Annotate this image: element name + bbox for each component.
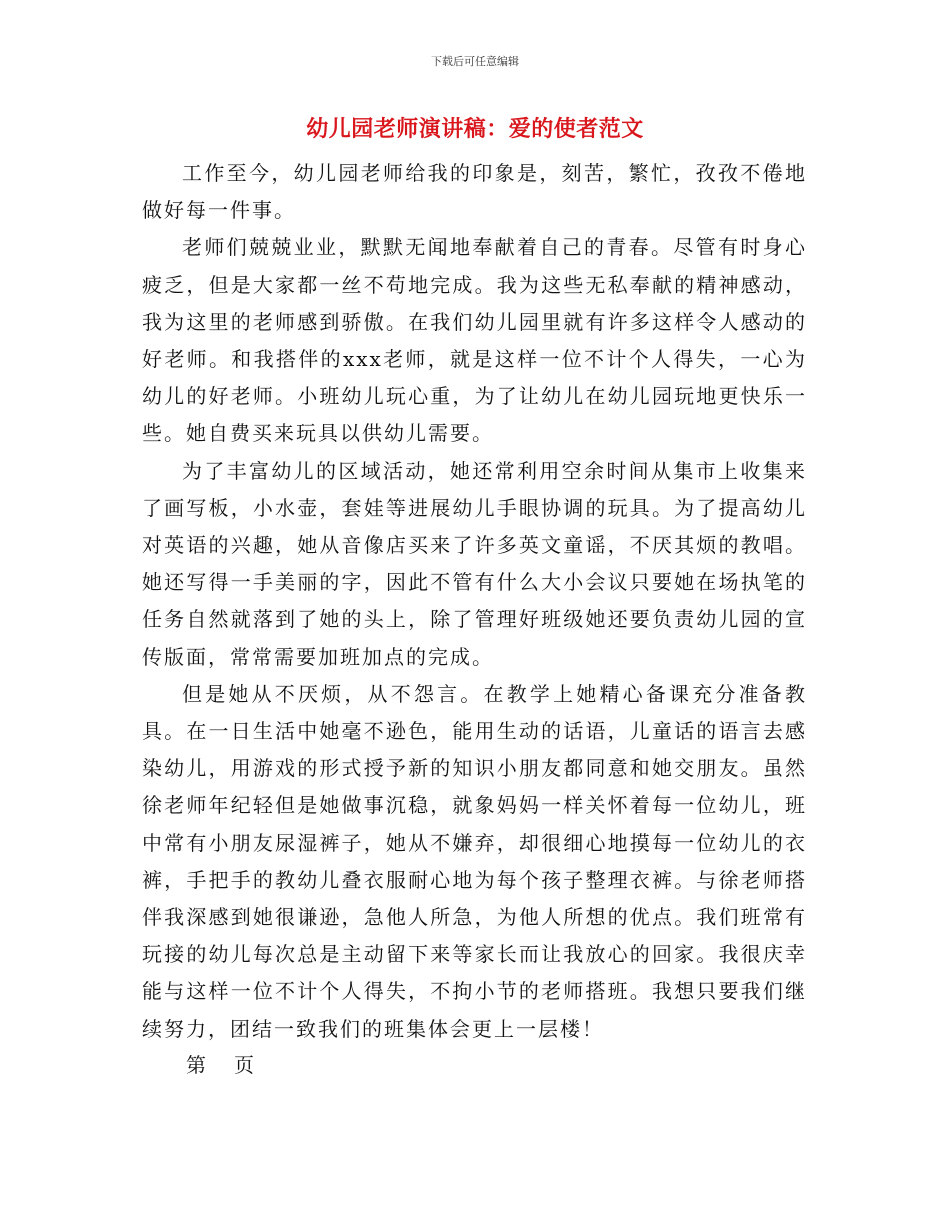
paragraph: 老师们兢兢业业，默默无闻地奉献着自己的青春。尽管有时身心疲乏，但是大家都一丝不苟地完成。我为这些无私奉献的精神感动，我为这里的老师感到骄傲。在我们幼儿园里就有许多这样令人感动的好老师。和我搭伴的xxx老师，就是这样一位不计个人得失，一心为幼儿的好老师。小班幼儿玩心重，为了让幼儿在幼儿园玩地更快乐一些。她自费买来玩具以供幼儿需要。 bbox=[142, 235, 807, 446]
page-header: 下载后可任意编辑 bbox=[431, 55, 519, 68]
paragraph: 但是她从不厌烦，从不怨言。在教学上她精心备课充分准备教具。在一日生活中她毫不逊色，能用生动的话语，儿童话的语言去感染幼儿，用游戏的形式授予新的知识小朋友都同意和她交朋友。虽然徐老师年纪轻但是她做事沉稳，就象妈妈一样关怀着每一位幼儿，班中常有小朋友尿湿裤子，她从不嫌弃，却很细心地摸每一位幼儿的衣裤，手把手的教幼儿叠衣服耐心地为每个孩子整理衣裤。与徐老师搭伴我深感到她很谦逊，急他人所急，为他人所想的优点。我们班常有玩接的幼儿每次总是主动留下来等家长而让我放心的回家。我很庆幸能与这样一位不计个人得失，不拘小节的老师搭班。我想只要我们继续努力，团结一致我们的班集体会更上一层楼！ bbox=[142, 681, 807, 1041]
page-number-footer bbox=[186, 1050, 256, 1080]
paragraph: 工作至今，幼儿园老师给我的印象是，刻苦，繁忙，孜孜不倦地做好每一件事。 bbox=[142, 161, 807, 223]
paragraph: 为了丰富幼儿的区域活动，她还常利用空余时间从集市上收集来了画写板，小水壶，套娃等进展幼儿手眼协调的玩具。为了提高幼儿对英语的兴趣，她从音像店买来了许多英文童谣，不厌其烦的教唱。她还写得一手美丽的字，因此不管有什么大小会议只要她在场执笔的任务自然就落到了她的头上，除了管理好班级她还要负责幼儿园的宣传版面，常常需要加班加点的完成。 bbox=[142, 458, 807, 669]
page-label-prefix: 第 bbox=[186, 1053, 208, 1077]
document-title: 幼儿园老师演讲稿：爱的使者范文 bbox=[306, 117, 644, 142]
page-label-suffix: 页 bbox=[234, 1053, 256, 1077]
document-body bbox=[142, 155, 807, 1048]
